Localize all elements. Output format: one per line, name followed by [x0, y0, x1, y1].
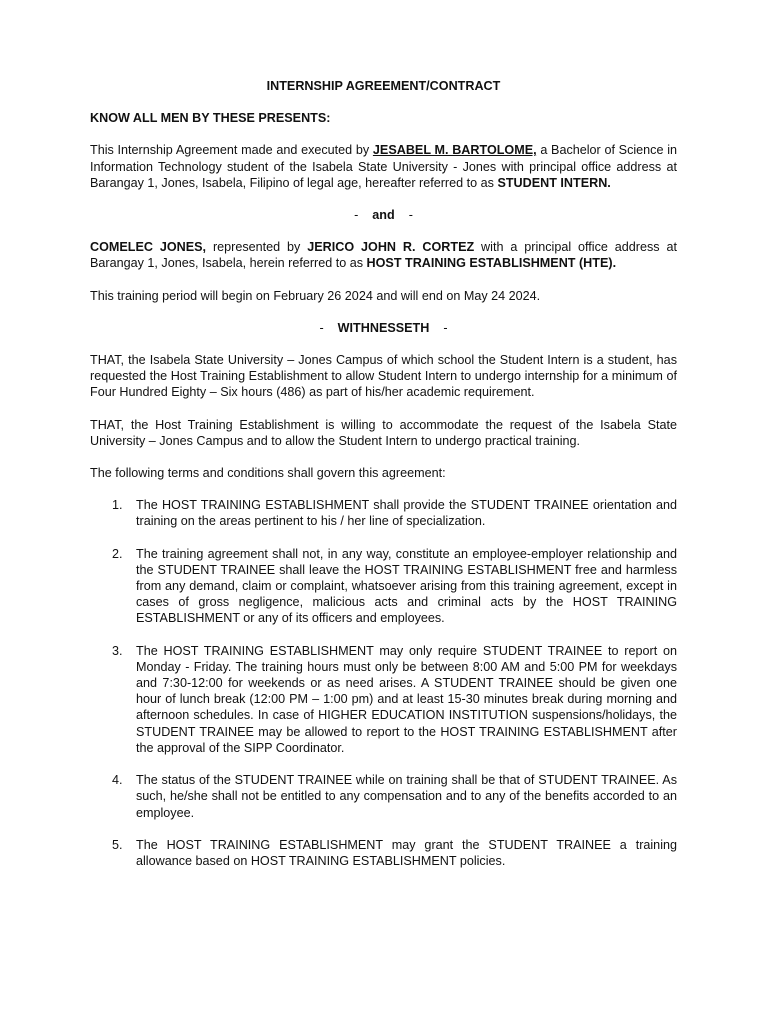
whereas-paragraph-2: THAT, the Host Training Establishment is willing to accommodate the request of the Isabela State University – Jones Campus and to allow the Student Intern to undergo practical training. [90, 417, 677, 448]
intro-text-2: a Bachelor of Science in Information Technology student of the Isabela State University - Jones with principal office address at Barangay 1, Jones, Isabela, Filipino of legal age, hereafter referred to as [90, 143, 677, 190]
term-number: 1. [112, 498, 123, 513]
intro-text-1: This Internship Agreement made and executed by [90, 143, 373, 158]
whereas-paragraph-1: THAT, the Isabela State University – Jones Campus of which school the Student Intern is a student, has requested the Host Training Establishment to allow Student Intern to undergo internship for a minimum of Four Hundred Eighty – Six hours (486) as part of his/her academic requirement. [90, 353, 677, 400]
term-text: The training agreement shall not, in any way, constitute an employee-employer relationship and the STUDENT TRAINEE shall leave the HOST TRAINING ESTABLISHMENT free and harmless from any demand, claim or complaint, whatsoever arising from this training agreement, except in cases of gross negligence, malicious acts and criminal acts by the HOST TRAINING ESTABLISHMENT or any of its officers and employees. [136, 546, 677, 626]
witnesseth-dash-right: - [443, 320, 448, 335]
term-item [90, 772, 677, 821]
host-text-2: with a principal office address at Barangay 1, Jones, Isabela, herein referred to as [90, 240, 677, 271]
student-role: STUDENT INTERN. [497, 175, 611, 190]
host-name: COMELEC JONES, [90, 240, 207, 255]
and-separator [90, 207, 677, 223]
student-name: JESABEL M. BARTOLOME, [372, 143, 537, 158]
term-number: 4. [112, 773, 123, 788]
term-text: The HOST TRAINING ESTABLISHMENT shall provide the STUDENT TRAINEE orientation and training on the areas pertinent to his / her line of specialization. [136, 498, 677, 529]
host-text-1: represented by [206, 240, 308, 255]
document-heading: KNOW ALL MEN BY THESE PRESENTS: [90, 111, 331, 126]
term-item [90, 643, 677, 756]
term-text: The status of the STUDENT TRAINEE while on training shall be that of STUDENT TRAINEE. As such, he/she shall not be entitled to any compensation and to any of the benefits accorded to an employee. [136, 773, 677, 820]
terms-list [90, 497, 677, 869]
term-text: The HOST TRAINING ESTABLISHMENT may grant the STUDENT TRAINEE a training allowance based on HOST TRAINING ESTABLISHMENT policies. [136, 837, 677, 868]
and-dash-right: - [408, 208, 413, 223]
term-item [90, 837, 677, 869]
host-role: HOST TRAINING ESTABLISHMENT (HTE). [366, 256, 617, 271]
witnesseth-dash-left: - [319, 320, 324, 335]
training-period: This training period will begin on February 26 2024 and will end on May 24 2024. [90, 288, 541, 303]
host-representative: JERICO JOHN R. CORTEZ [307, 240, 475, 255]
term-number: 5. [112, 837, 123, 852]
and-dash-left: - [354, 208, 359, 223]
term-text: The HOST TRAINING ESTABLISHMENT may only require STUDENT TRAINEE to report on Monday - Friday. The training hours must only be between 8:00 AM and 5:00 PM for weekdays and 7:30-12:00 for weekends or as need arises. A STUDENT TRAINEE should be given one hour of lunch break (12:00 PM – 1:00 pm) and at least 15-30 minutes break during morning and afternoon schedules. In case of HIGHER EDUCATION INSTITUTION suspensions/holidays, the STUDENT TRAINEE may be allowed to report to the HOST TRAINING ESTABLISHMENT after the approval of the SIPP Coordinator. [136, 643, 677, 755]
intro-paragraph [90, 142, 677, 191]
witnesseth-word: WITHNESSETH [337, 320, 430, 335]
term-item [90, 497, 677, 529]
terms-intro: The following terms and conditions shall govern this agreement: [90, 466, 446, 481]
term-item [90, 546, 677, 627]
witnesseth-separator [90, 320, 677, 336]
host-paragraph [90, 239, 677, 271]
and-word: and [372, 208, 395, 223]
document-page [90, 78, 677, 885]
term-number: 2. [112, 546, 123, 561]
document-title: INTERNSHIP AGREEMENT/CONTRACT [266, 79, 501, 93]
term-number: 3. [112, 643, 123, 658]
